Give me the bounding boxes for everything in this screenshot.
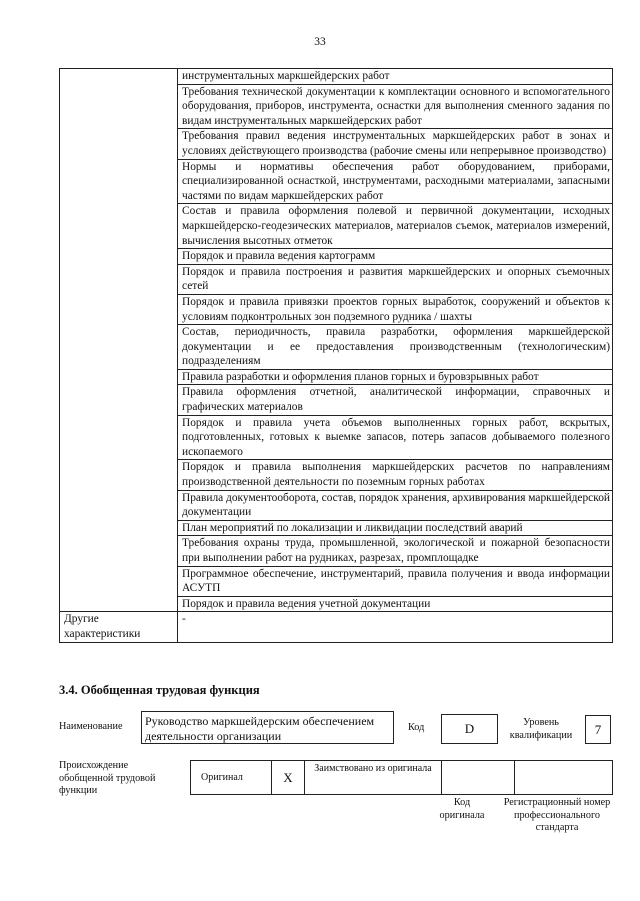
registration-caption: Регистрационный номер профессионального стандарта bbox=[503, 797, 611, 833]
requirement-item: Требования охраны труда, промышленной, экологической и пожарной безопасности при выполнении работ на рудниках, разрезах, промплощадке bbox=[178, 536, 613, 566]
requirement-item: Требования технической документации к комплектации основного и вспомогательного оборудования, приборов, инструмента, оснастки для выполнения сменного задания по видам инструментальных маркшейдерских работ bbox=[178, 84, 613, 129]
requirement-item: Порядок и правила построения и развития маркшейдерских и опорных съемочных сетей bbox=[178, 264, 613, 294]
requirement-item: Правила оформления отчетной, аналитической информации, справочных и графических материалов bbox=[178, 385, 613, 415]
requirement-item: Требования правил ведения инструментальных маркшейдерских работ в зонах и условиях действующего производства (рабочие смены или непрерывное производство) bbox=[178, 129, 613, 159]
requirement-item: инструментальных маркшейдерских работ bbox=[178, 69, 613, 85]
origin-label: Происхождение обобщенной трудовой функции bbox=[59, 760, 156, 796]
level-label: Уровень квалификации bbox=[509, 717, 573, 741]
other-characteristics-label: Другие характеристики bbox=[60, 612, 178, 643]
other-characteristics-value: - bbox=[178, 612, 613, 643]
requirement-item: Нормы и нормативы обеспечения работ оборудованием, приборами, специализированной оснасткой, инструментами, расходными материалами, запасными частями по видам маркшейдерских работ bbox=[178, 159, 613, 204]
level-field: 7 bbox=[585, 715, 611, 744]
requirement-item: Правила документооборота, состав, порядок хранения, архивирования маркшейдерской документации bbox=[178, 490, 613, 520]
original-mark: X bbox=[272, 761, 305, 795]
borrowed-label: Заимствовано из оригинала bbox=[305, 761, 442, 795]
table-row bbox=[191, 761, 613, 795]
original-label: Оригинал bbox=[191, 761, 272, 795]
requirements-table bbox=[59, 68, 613, 643]
requirement-item: Правила разработки и оформления планов горных и буровзрывных работ bbox=[178, 369, 613, 385]
requirement-item: Порядок и правила ведения картограмм bbox=[178, 249, 613, 265]
requirement-item: Порядок и правила привязки проектов горных выработок, сооружений и объектов к условиям подконтрольных зон подземного рудника / шахты bbox=[178, 294, 613, 324]
table-row bbox=[60, 612, 613, 643]
original-code-cell bbox=[442, 761, 515, 795]
requirement-item: Порядок и правила учета объемов выполненных горных работ, вскрытых, подготовленных, готовых к выемке запасов, потерь запасов добываемого полезного ископаемого bbox=[178, 415, 613, 460]
requirement-item: Программное обеспечение, инструментарий, правила получения и ввода информации АСУТП bbox=[178, 566, 613, 596]
code-field: D bbox=[441, 714, 498, 744]
requirement-item: Состав и правила оформления полевой и первичной документации, исходных маркшейдерско-геодезических материалов, материалов съемок, материалов измерений, вычисления высотных отметок bbox=[178, 204, 613, 249]
section-title: 3.4. Обобщенная трудовая функция bbox=[59, 683, 260, 697]
origin-table bbox=[190, 760, 613, 795]
code-caption: Код оригинала bbox=[439, 797, 485, 821]
name-label: Наименование bbox=[59, 721, 123, 732]
code-label: Код bbox=[408, 722, 425, 733]
left-empty-cell bbox=[60, 69, 178, 612]
table-row bbox=[60, 69, 613, 85]
requirement-item: Порядок и правила выполнения маркшейдерских расчетов по направлениям производственной деятельности по поземным горных работах bbox=[178, 460, 613, 490]
page-number: 33 bbox=[314, 36, 326, 48]
registration-number-cell bbox=[515, 761, 613, 795]
function-name-field: Руководство маркшейдерским обеспечением деятельности организации bbox=[141, 711, 394, 744]
requirement-item: Порядок и правила ведения учетной документации bbox=[178, 596, 613, 612]
requirement-item: План мероприятий по локализации и ликвидации последствий аварий bbox=[178, 520, 613, 536]
requirement-item: Состав, периодичность, правила разработки, оформления маркшейдерской документации и ее предоставления производственным (технологическим) подразделениям bbox=[178, 325, 613, 370]
